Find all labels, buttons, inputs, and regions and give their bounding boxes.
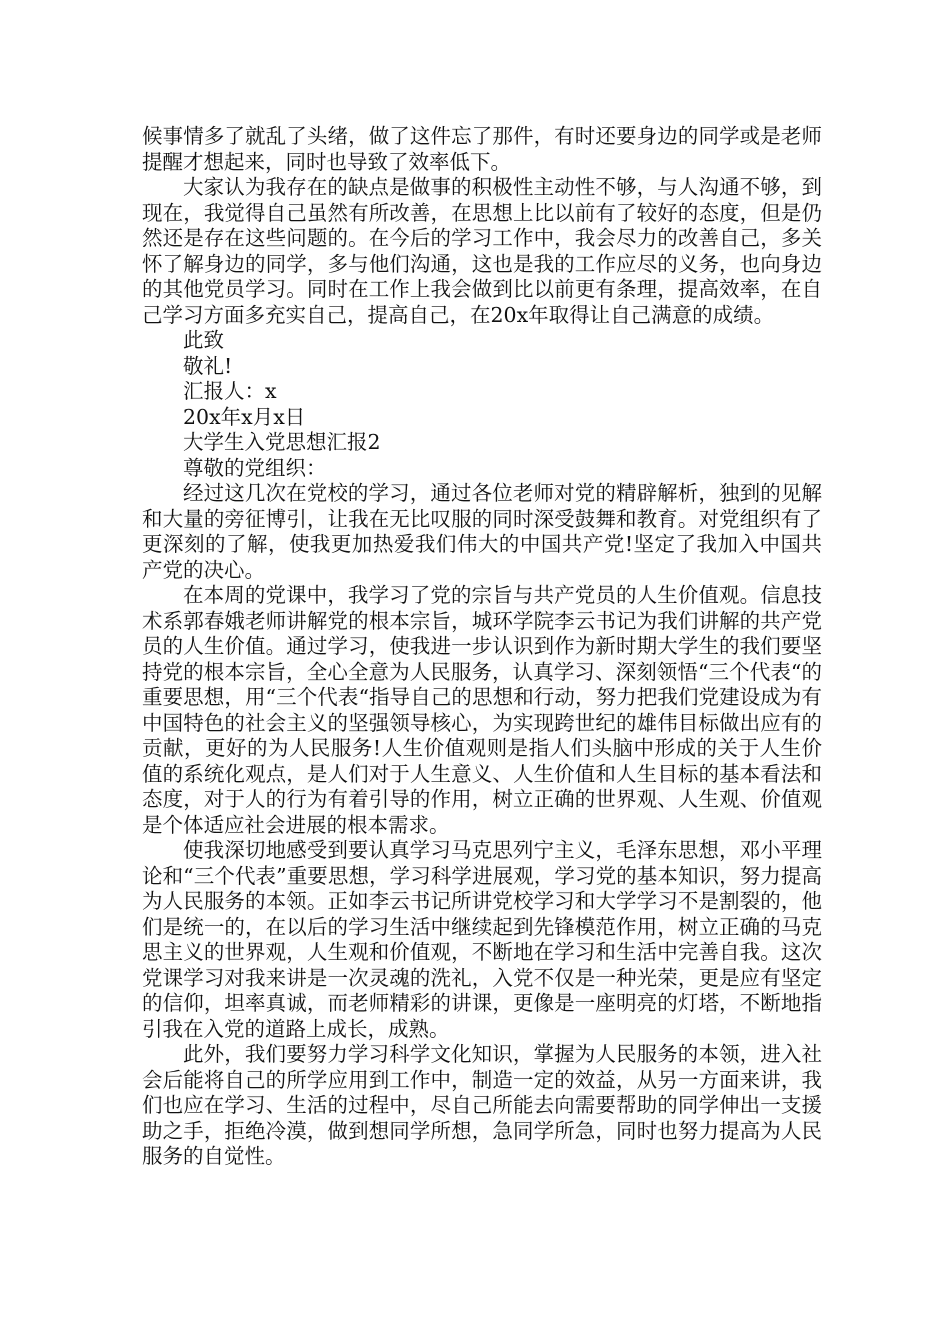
paragraph-shortcomings: 大家认为我存在的缺点是做事的积极性主动性不够，与人沟通不够，到现在，我觉得自己虽然有所改善，在思想上比以前有了较好的态度，但是仍然还是存在这些问题的。在今后的学习工作中，我会尽力的改善自己，多关怀了解身边的同学，多与他们沟通，这也是我的工作应尽的义务，也向身边的其他党员学习。同时在工作上我会做到比以前更有条理，提高效率，在自己学习方面多充实自己，提高自己，在20x年取得让自己满意的成绩。 (142, 175, 822, 327)
paragraph-party-course: 在本周的党课中，我学习了党的宗旨与共产党员的人生价值观。信息技术系郭春娥老师讲解党的根本宗旨，城环学院李云书记为我们讲解的共产党员的人生价值。通过学习，使我进一步认识到作为新时期大学生的我们要坚持党的根本宗旨，全心全意为人民服务，认真学习、深刻领悟“三个代表“的重要思想，用“三个代表“指导自己的思想和行动，努力把我们党建设成为有中国特色的社会主义的坚强领导核心，为实现跨世纪的雄伟目标做出应有的贡献，更好的为人民服务!人生价值观则是指人们头脑中形成的关于人生价值的系统化观点，是人们对于人生意义、人生价值和人生目标的基本看法和态度，对于人的行为有着引导的作用，树立正确的世界观、人生观、价值观是个体适应社会进展的根本需求。 (142, 583, 822, 837)
document-body (142, 124, 822, 1170)
paragraph-knowledge: 此外，我们要努力学习科学文化知识，掌握为人民服务的本领，进入社会后能将自己的所学应用到工作中，制造一定的效益，从另一方面来讲，我们也应在学习、生活的过程中，尽自己所能去向需要帮助的同学伸出一支援助之手，拒绝冷漠，做到想同学所想，急同学所急，同时也努力提高为人民服务的自觉性。 (142, 1042, 822, 1168)
paragraph-party-school: 经过这几次在党校的学习，通过各位老师对党的精辟解析，独到的见解和大量的旁征博引，让我在无比叹服的同时深受鼓舞和教育。对党组织有了更深刻的了解，使我更加热爱我们伟大的中国共产党!坚定了我加入中国共产党的决心。 (142, 481, 822, 582)
reporter-line: 汇报人：x (183, 379, 277, 403)
closing-salutation: 此致 (183, 328, 224, 352)
section-title: 大学生入党思想汇报2 (183, 430, 381, 454)
greeting: 尊敬的党组织： (183, 455, 327, 480)
paragraph-study-theory: 使我深切地感受到要认真学习马克思列宁主义，毛泽东思想，邓小平理论和“三个代表”重要思想，学习科学进展观，学习党的基本知识，努力提高为人民服务的本领。正如李云书记所讲党校学习和大学学习不是割裂的，他们是统一的，在以后的学习生活中继续起到先锋模范作用，树立正确的马克思主义的世界观，人生观和价值观，不断地在学习和生活中完善自我。这次党课学习对我来讲是一次灵魂的洗礼，入党不仅是一种光荣，更是应有坚定的信仰，坦率真诚，而老师精彩的讲课，更像是一座明亮的灯塔，不断地指引我在入党的道路上成长，成熟。 (142, 838, 822, 1041)
paragraph-continuation: 候事情多了就乱了头绪，做了这件忘了那件，有时还要身边的同学或是老师提醒才想起来，同时也导致了效率低下。 (142, 124, 822, 174)
closing-regards: 敬礼! (183, 353, 233, 378)
date-line: 20x年x月x日 (183, 404, 306, 429)
